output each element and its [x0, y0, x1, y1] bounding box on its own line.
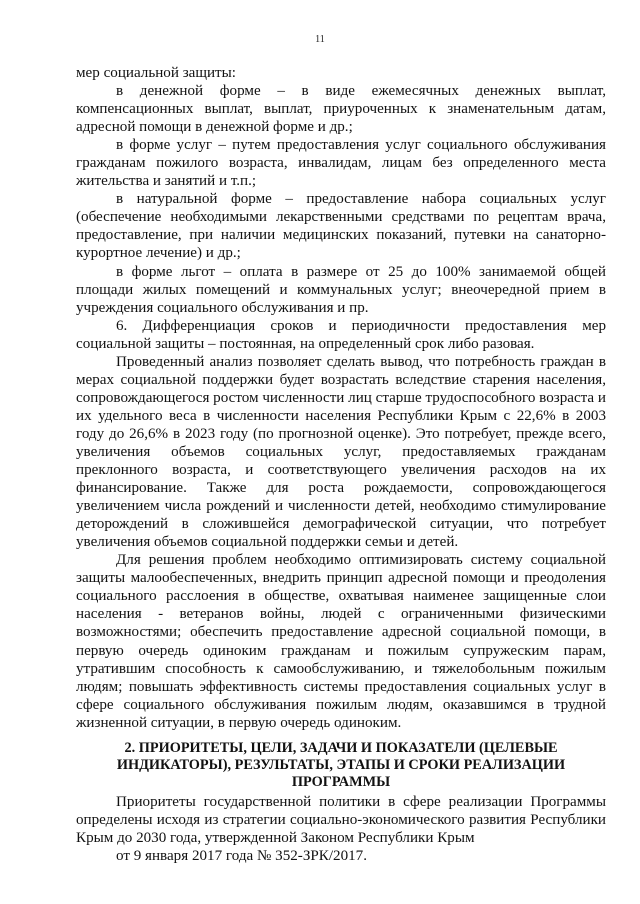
paragraph-continuation: мер социальной защиты:: [76, 65, 236, 81]
paragraph-solutions: Для решения проблем необходимо оптимизировать систему социальной защиты малообеспеченных, внедрить принцип адресной помощи и преодоления социального расслоения в обществе, охватывая наименее защищенные слои населения - ветеранов войны, людей с ограниченными физическими возможностями; обеспечить предоставление адресной социальной помощи, в первую очередь одиноким гражданам и пожилым супружеским парам, утратившим способность к самообслуживанию, и тяжелобольным пожилым людям; повышать эффективность системы предоставления социальных услуг в сфере социального обслуживания пожилым людям, оказавшимся в трудной жизненной ситуации, в первую очередь одиноким.: [76, 552, 606, 731]
section-heading: 2. ПРИОРИТЕТЫ, ЦЕЛИ, ЗАДАЧИ И ПОКАЗАТЕЛИ (ЦЕЛЕВЫЕ ИНДИКАТОРЫ), РЕЗУЛЬТАТЫ, ЭТАПЫ И СРОКИ РЕАЛИЗАЦИИ ПРОГРАММЫ: [116, 740, 566, 790]
section-body: [76, 793, 606, 865]
paragraph-monetary-form: в денежной форме – в виде ежемесячных денежных выплат, компенсационных выплат, выплат, приуроченных к знаменательным датам, адресной помощи в денежной форме и др.;: [76, 83, 606, 136]
page-number: 11: [315, 34, 325, 45]
paragraph-analysis: Проведенный анализ позволяет сделать вывод, что потребность граждан в мерах социальной поддержки будет возрастать вследствие старения населения, сопровождающегося ростом численности лиц старше трудоспособного возраста и их удельного веса в численности населения Республики Крым с 22,6% в 2003 году до 26,6% в 2023 году (по прогнозной оценке). Это потребует, прежде всего, увеличения объемов социальных услуг, предоставляемых гражданам преклонного возраста, и соответствующего увеличения расходов на их финансирование. Также для роста рождаемости, сопровождающегося увеличением числа рождений и численности детей, необходимо стимулирование деторождений в сложившейся демографической ситуации, что потребует увеличения объемов социальной поддержки семьи и детей.: [76, 353, 606, 551]
priorities-text: Приоритеты государственной политики в сфере реализации Программы определены исходя из стратегии социально-экономического развития Республики Крым до 2030 года, утвержденной Законом Республики Крым: [76, 794, 606, 847]
paragraph-in-kind-form: в натуральной форме – предоставление набора социальных услуг (обеспечение необходимыми лекарственными средствами по рецептам врача, предоставление, при наличии медицинских показаний, путевки на санаторно-курортное лечение) и др.;: [76, 191, 606, 262]
paragraph-benefits-form: в форме льгот – оплата в размере от 25 до 100% занимаемой общей площади жилых помещений и коммунальных услуг; внеочередной прием в учреждения социального обслуживания и пр.: [76, 263, 606, 316]
paragraph-differentiation: 6. Дифференциация сроков и периодичности предоставления мер социальной защиты – постоянная, на определенный срок либо разовая.: [76, 317, 606, 352]
priorities-law-reference: от 9 января 2017 года № 352-ЗРК/2017.: [116, 848, 368, 865]
document-body: [76, 64, 606, 732]
paragraph-services-form: в форме услуг – путем предоставления услуг социального обслуживания гражданам пожилого возраста, инвалидам, лицам без определенного места жительства и занятий и т.п.;: [76, 137, 606, 190]
paragraph-priorities: [76, 793, 606, 865]
